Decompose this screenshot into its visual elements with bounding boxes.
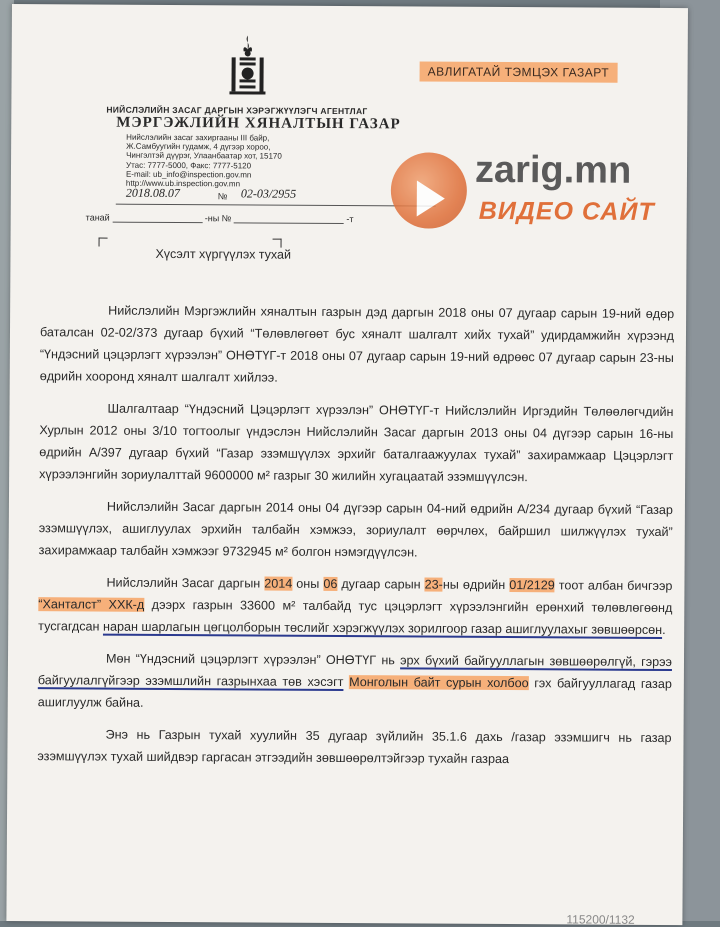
handwritten-date: 2018.08.07 bbox=[125, 185, 180, 201]
ref-blank bbox=[234, 212, 344, 224]
paragraph bbox=[38, 571, 672, 641]
subject-bracket-left bbox=[99, 238, 108, 247]
ref-left: танай bbox=[85, 212, 110, 223]
highlight-letter-number: 01/2129 bbox=[509, 578, 555, 593]
text-run: дугаар сарын bbox=[337, 576, 425, 592]
org-address bbox=[126, 133, 386, 190]
paragraph: Нийслэлийн Засаг даргын 2014 оны 04 дүгээр сарын 04-ний өдрийн А/234 дугаар бүхий “Газар эзэмшүүлэх, ашиглуулах эрхийн талбайн хэмжээ, зориулалт өөрчлөх, байршил шилжүүлэх тухай” захирамжаар талбайн хэмжээг 9732945 м² болгон нэмэгдүүлсэн. bbox=[38, 499, 673, 560]
underlined-text: наран шарлагын цөгцолборын төслийг хэрэгжүүлэх зорилгоор газар ашиглуулахыг зөвшөөрсөн bbox=[102, 619, 663, 637]
text-run: тоот албан бичгээр bbox=[554, 578, 673, 594]
address-line: Утас: 7777-5000, Факс: 7777-5120 bbox=[125, 160, 252, 171]
subject-bracket-right bbox=[273, 239, 282, 248]
text-run: ны өдрийн bbox=[442, 577, 510, 593]
highlight-month: 06 bbox=[323, 576, 338, 591]
address-line: Чингэлтэй дүүрэг, Улаанбаатар хот, 15170 bbox=[126, 151, 282, 162]
ref-blank bbox=[112, 212, 202, 224]
address-line: http://www.ub.inspection.gov.mn bbox=[125, 178, 241, 189]
text-run: . bbox=[662, 622, 666, 638]
highlight-year: 2014 bbox=[264, 576, 293, 591]
ref-mid: -ны № bbox=[204, 213, 232, 224]
watermark-tagline: ВИДЕО САЙТ bbox=[478, 196, 655, 226]
paragraph: Энэ нь Газрын тухай хуулийн 35 дугаар зүйлийн 35.1.6 дахь /газар эзэмшигч нь газар эзэмшүүлэх тухай шийдвэр гаргасан этгээдийн зөвшөөрөлтэйгээр тухайн газраа bbox=[37, 727, 672, 767]
footer-number: 115200/1132 bbox=[566, 912, 635, 927]
org-line1: НИЙСЛЭЛИЙН ЗАСАГ ДАРГЫН ХЭРЭГЖҮҮЛЭГЧ АГЕНТЛАГ bbox=[106, 104, 368, 117]
paragraph bbox=[38, 647, 672, 717]
text-run: Нийслэлийн Засаг даргын bbox=[106, 575, 265, 591]
text-run: гэх байгууллагад газар ашиглуулж байна. bbox=[37, 676, 672, 710]
soyombo-emblem-icon bbox=[225, 33, 269, 95]
letter-body bbox=[37, 299, 674, 781]
text-run: дээрх газрын 33600 м² талбайд тус цэцэрлэгт хүрээлэнгийн ерөнхий төлөвлөгөөнд тусгагдсан bbox=[38, 597, 673, 634]
letter-subject: Хүсэлт хүргүүлэх тухай bbox=[155, 246, 292, 262]
letter-paper bbox=[6, 4, 688, 925]
highlight-organization: Монголын байт сурын холбоо bbox=[349, 675, 529, 691]
highlight-company: “Ханталст” ХХК-д bbox=[38, 597, 145, 612]
highlight-day: 23- bbox=[424, 577, 443, 592]
ref-right: -т bbox=[346, 214, 354, 225]
address-line: Ж.Самбуугийн гудамж, 4 дүгээр хороо, bbox=[126, 141, 271, 152]
watermark-brand: zarig.mn bbox=[474, 148, 632, 192]
address-line: Нийслэлийн засаг захиргааны III байр, bbox=[126, 132, 270, 143]
org-line2: МЭРГЭЖЛИЙН ХЯНАЛТЫН ГАЗАР bbox=[116, 114, 401, 133]
reference-line bbox=[86, 211, 386, 224]
paragraph: Нийслэлийн Мэргэжлийн хяналтын газрын дэд даргын 2018 оны 07 дугаар сарын 19-ний өдөр баталсан 02-02/373 дугаар бүхий “Төлөвлөгөөт бус хяналт шалгалт хийх тухай” удирдамжийн хүрээнд “Үндэсний цэцэрлэгт хүрээлэн” ОНӨТҮГ-т 2018 оны 07 дугаар сарын 19-ний өдрөөс 07 дугаар сарын 23-ны өдрийн хооронд хяналт шалгалт хийлээ. bbox=[39, 303, 675, 385]
text-run: оны bbox=[292, 576, 324, 591]
underlined-text: эрх бүхий байгууллагын зөвшөөрөлгүй, гэрээ байгуулалгүйгээр эзэмшлийн газрынхаа төв хэсэгт bbox=[37, 653, 673, 690]
play-logo-icon bbox=[391, 152, 467, 228]
date-number-line bbox=[116, 185, 436, 207]
paragraph: Шалгалтаар “Үндэсний Цэцэрлэгт хүрээлэн” ОНӨТҮГ-т Нийслэлийн Иргэдийн Төлөөлөгчдийн Хурлын 2012 оны 3/10 тогтоолыг үндэслэн Нийслэлийн Засаг даргын 2013 оны 04 дүгээр сарын 16-ны өдрийн А/397 дугаар бүхий “Газар эзэмшүүлэх эрхийг баталгаажуулах тухай” захирамжаар Цэцэрлэгт хүрээлэнгийн зориулалттай 9600000 м² газрыг 30 жилийн хугацаатай эзэмшүүлсэн. bbox=[39, 401, 674, 485]
watermark bbox=[391, 144, 692, 246]
recipient-stamp: АВЛИГАТАЙ ТЭМЦЭХ ГАЗАРТ bbox=[420, 61, 618, 82]
number-label: № bbox=[217, 191, 228, 202]
address-line: E-mail: ub_info@inspection.gov.mn bbox=[125, 169, 252, 180]
text-run: Мөн “Үндэсний цэцэрлэгт хүрээлэн” ОНӨТҮГ нь bbox=[105, 651, 401, 668]
handwritten-number: 02-03/2955 bbox=[240, 186, 297, 201]
